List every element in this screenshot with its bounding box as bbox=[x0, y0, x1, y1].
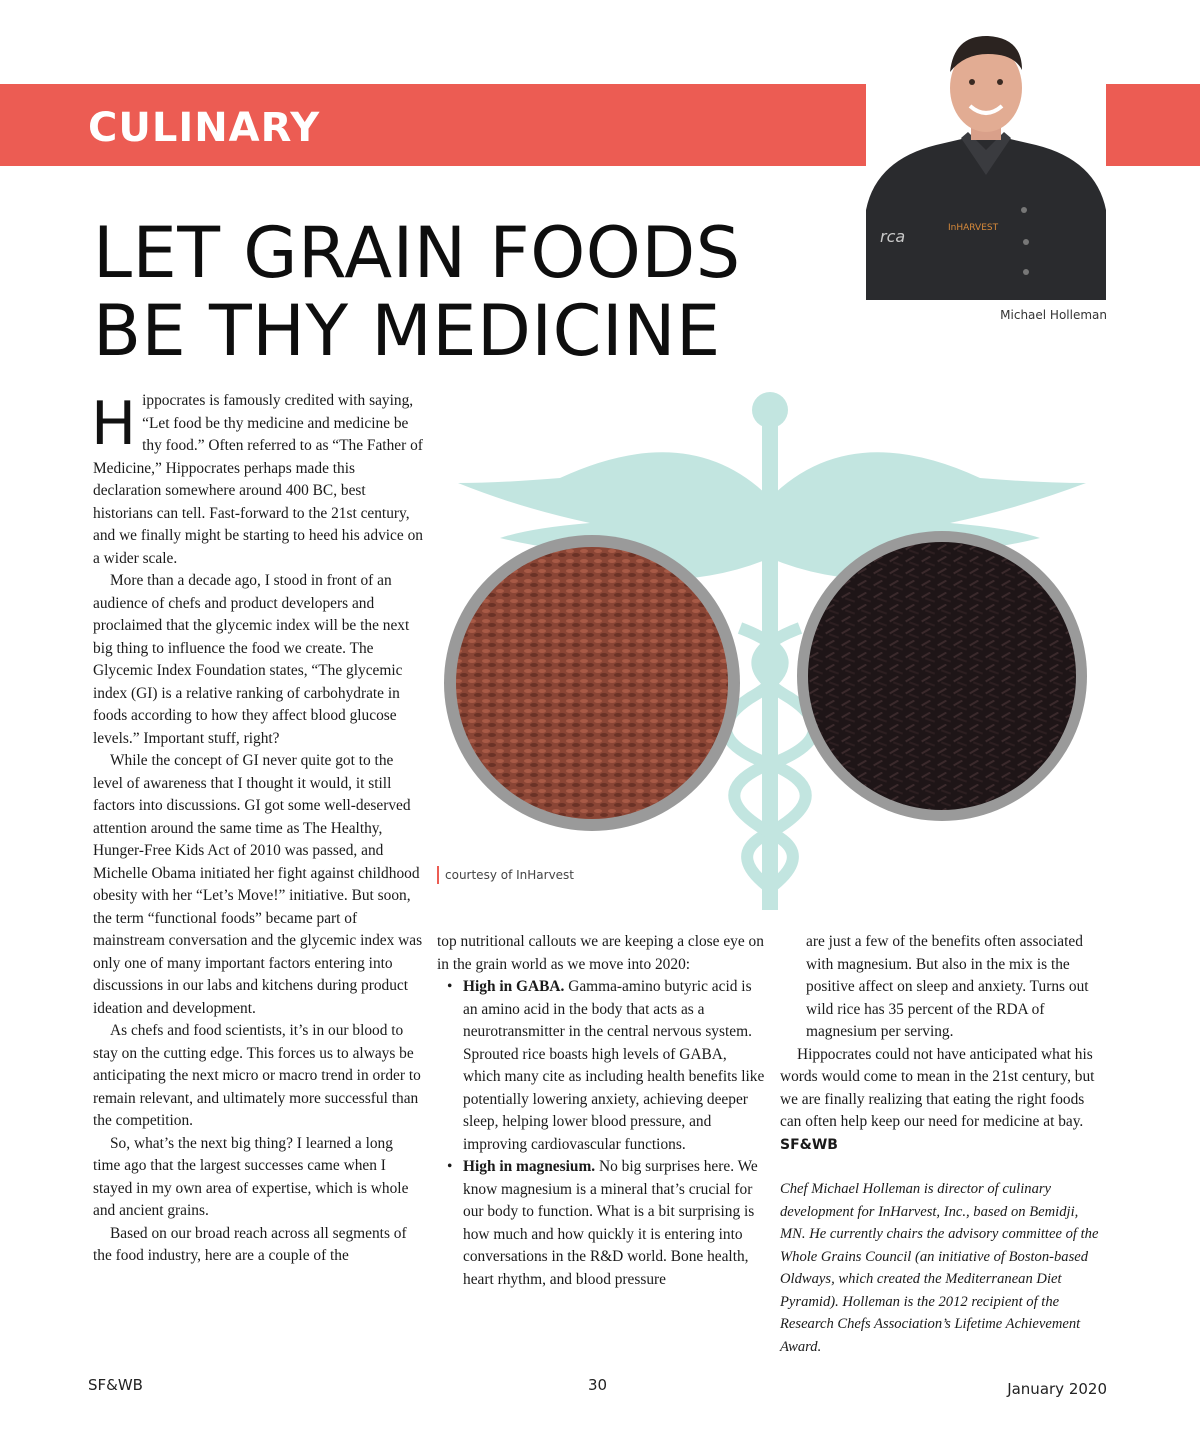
paragraph: As chefs and food scientists, it’s in our blood to stay on the cutting edge. This forces us to always be anticipating the next micro or macro trend in order to remain relevant, and ultimately more successful than the competition. bbox=[93, 1022, 421, 1129]
drop-cap: H bbox=[91, 389, 137, 459]
article-column-1 bbox=[93, 390, 423, 1268]
article-column-3 bbox=[780, 931, 1106, 1358]
article-headline bbox=[93, 214, 853, 370]
paragraph: are just a few of the benefits often associated with magnesium. But also in the mix is the positive affect on sleep and anxiety. Turns out wild rice has 35 percent of the RDA of magnesium per serving. bbox=[806, 933, 1089, 1040]
author-bio: Chef Michael Holleman is director of culinary development for InHarvest, Inc., based on Bemidji, MN. He currently chairs the advisory committee of the Whole Grains Council (an initiative of Boston-based Oldways, which created the Mediterranean Diet Pyramid). Holleman is the 2012 recipient of the Research Chefs Association’s Lifetime Achievement Award. bbox=[780, 1181, 1099, 1355]
callout-list bbox=[437, 976, 767, 1291]
hero-image bbox=[440, 388, 1100, 910]
paragraph: ippocrates is famously credited with saying, “Let food be thy medicine and medicine be thy food.” Often referred to as “The Father of Medicine,” Hippocrates perhaps made this declaration somewhere around 400 BC, best historians can tell. Fast-forward to the 21st century, and we finally might be starting to heed his advice on a wider scale. bbox=[93, 392, 423, 567]
list-item bbox=[437, 1156, 767, 1291]
callout-text: Gamma-amino butyric acid is an amino acid in the body that acts as a neurotransmitter in the central nervous system. Sprouted rice boasts high levels of GABA, which many cite as including health benefits like potentially lowering anxiety, achieving deeper sleep, helping lower blood pressure, and improving cardiovascular functions. bbox=[463, 978, 765, 1153]
callout-text: No big surprises here. We know magnesium is a mineral that’s crucial for our body to function. What is a bit surprising is how much and how quickly it is entering into conversations in the R&D world. Bone health, heart rhythm, and blood pressure bbox=[463, 1158, 758, 1288]
paragraph: Based on our broad reach across all segments of the food industry, here are a couple of the bbox=[93, 1224, 407, 1264]
footer-date: January 2020 bbox=[1007, 1380, 1107, 1398]
bullet-icon: • bbox=[447, 978, 453, 995]
paragraph: So, what’s the next big thing? I learned a long time ago that the largest successes came when I stayed in my own area of expertise, which is whole and ancient grains. bbox=[93, 1134, 409, 1219]
section-label: CULINARY bbox=[88, 105, 321, 151]
photo-credit: courtesy of InHarvest bbox=[437, 866, 574, 884]
bullet-icon: • bbox=[447, 1158, 453, 1175]
paragraph: More than a decade ago, I stood in front of an audience of chefs and product developers and proclaimed that the glycemic index will be the next big thing to influence the food we create. The Glycemic Index Foundation states, “The glycemic index (GI) is a relative ranking of carbohydrate in foods according to how they affect blood glucose levels.” Important stuff, right? bbox=[93, 572, 410, 747]
article-column-2 bbox=[437, 931, 767, 1291]
list-item bbox=[437, 976, 767, 1156]
callout-title: High in magnesium. bbox=[463, 1158, 596, 1175]
page-number: 30 bbox=[588, 1376, 608, 1394]
paragraph: top nutritional callouts we are keeping a close eye on in the grain world as we move into 2020: bbox=[437, 933, 764, 973]
badge-rca: rca bbox=[880, 227, 906, 246]
badge-inharvest: InHARVEST bbox=[948, 223, 999, 233]
signoff: SF&WB bbox=[780, 1136, 838, 1153]
paragraph: While the concept of GI never quite got to the level of awareness that I thought it would, it still factors into discussions. GI got some well-deserved attention around the same time as The Healthy, Hunger-Free Kids Act of 2010 was passed, and Michelle Obama initiated her fight against childhood obesity with her “Let’s Move!” initiative. But soon, the term “functional foods” became part of mainstream conversation and the glycemic index was only one of many important factors entering into discussions in our labs and kitchens during product ideation and development. bbox=[93, 752, 423, 1017]
headline-line-1: LET GRAIN FOODS bbox=[93, 212, 741, 294]
headline-line-2: BE THY MEDICINE bbox=[93, 290, 721, 372]
callout-title: High in GABA. bbox=[463, 978, 565, 995]
author-portrait bbox=[866, 10, 1106, 300]
portrait-caption: Michael Holleman bbox=[1000, 308, 1107, 322]
paragraph: Hippocrates could not have anticipated what his words would come to mean in the 21st century, but we are finally realizing that eating the right foods can often help keep our need for medicine at bay. bbox=[780, 1045, 1095, 1130]
footer-publication: SF&WB bbox=[88, 1376, 143, 1394]
